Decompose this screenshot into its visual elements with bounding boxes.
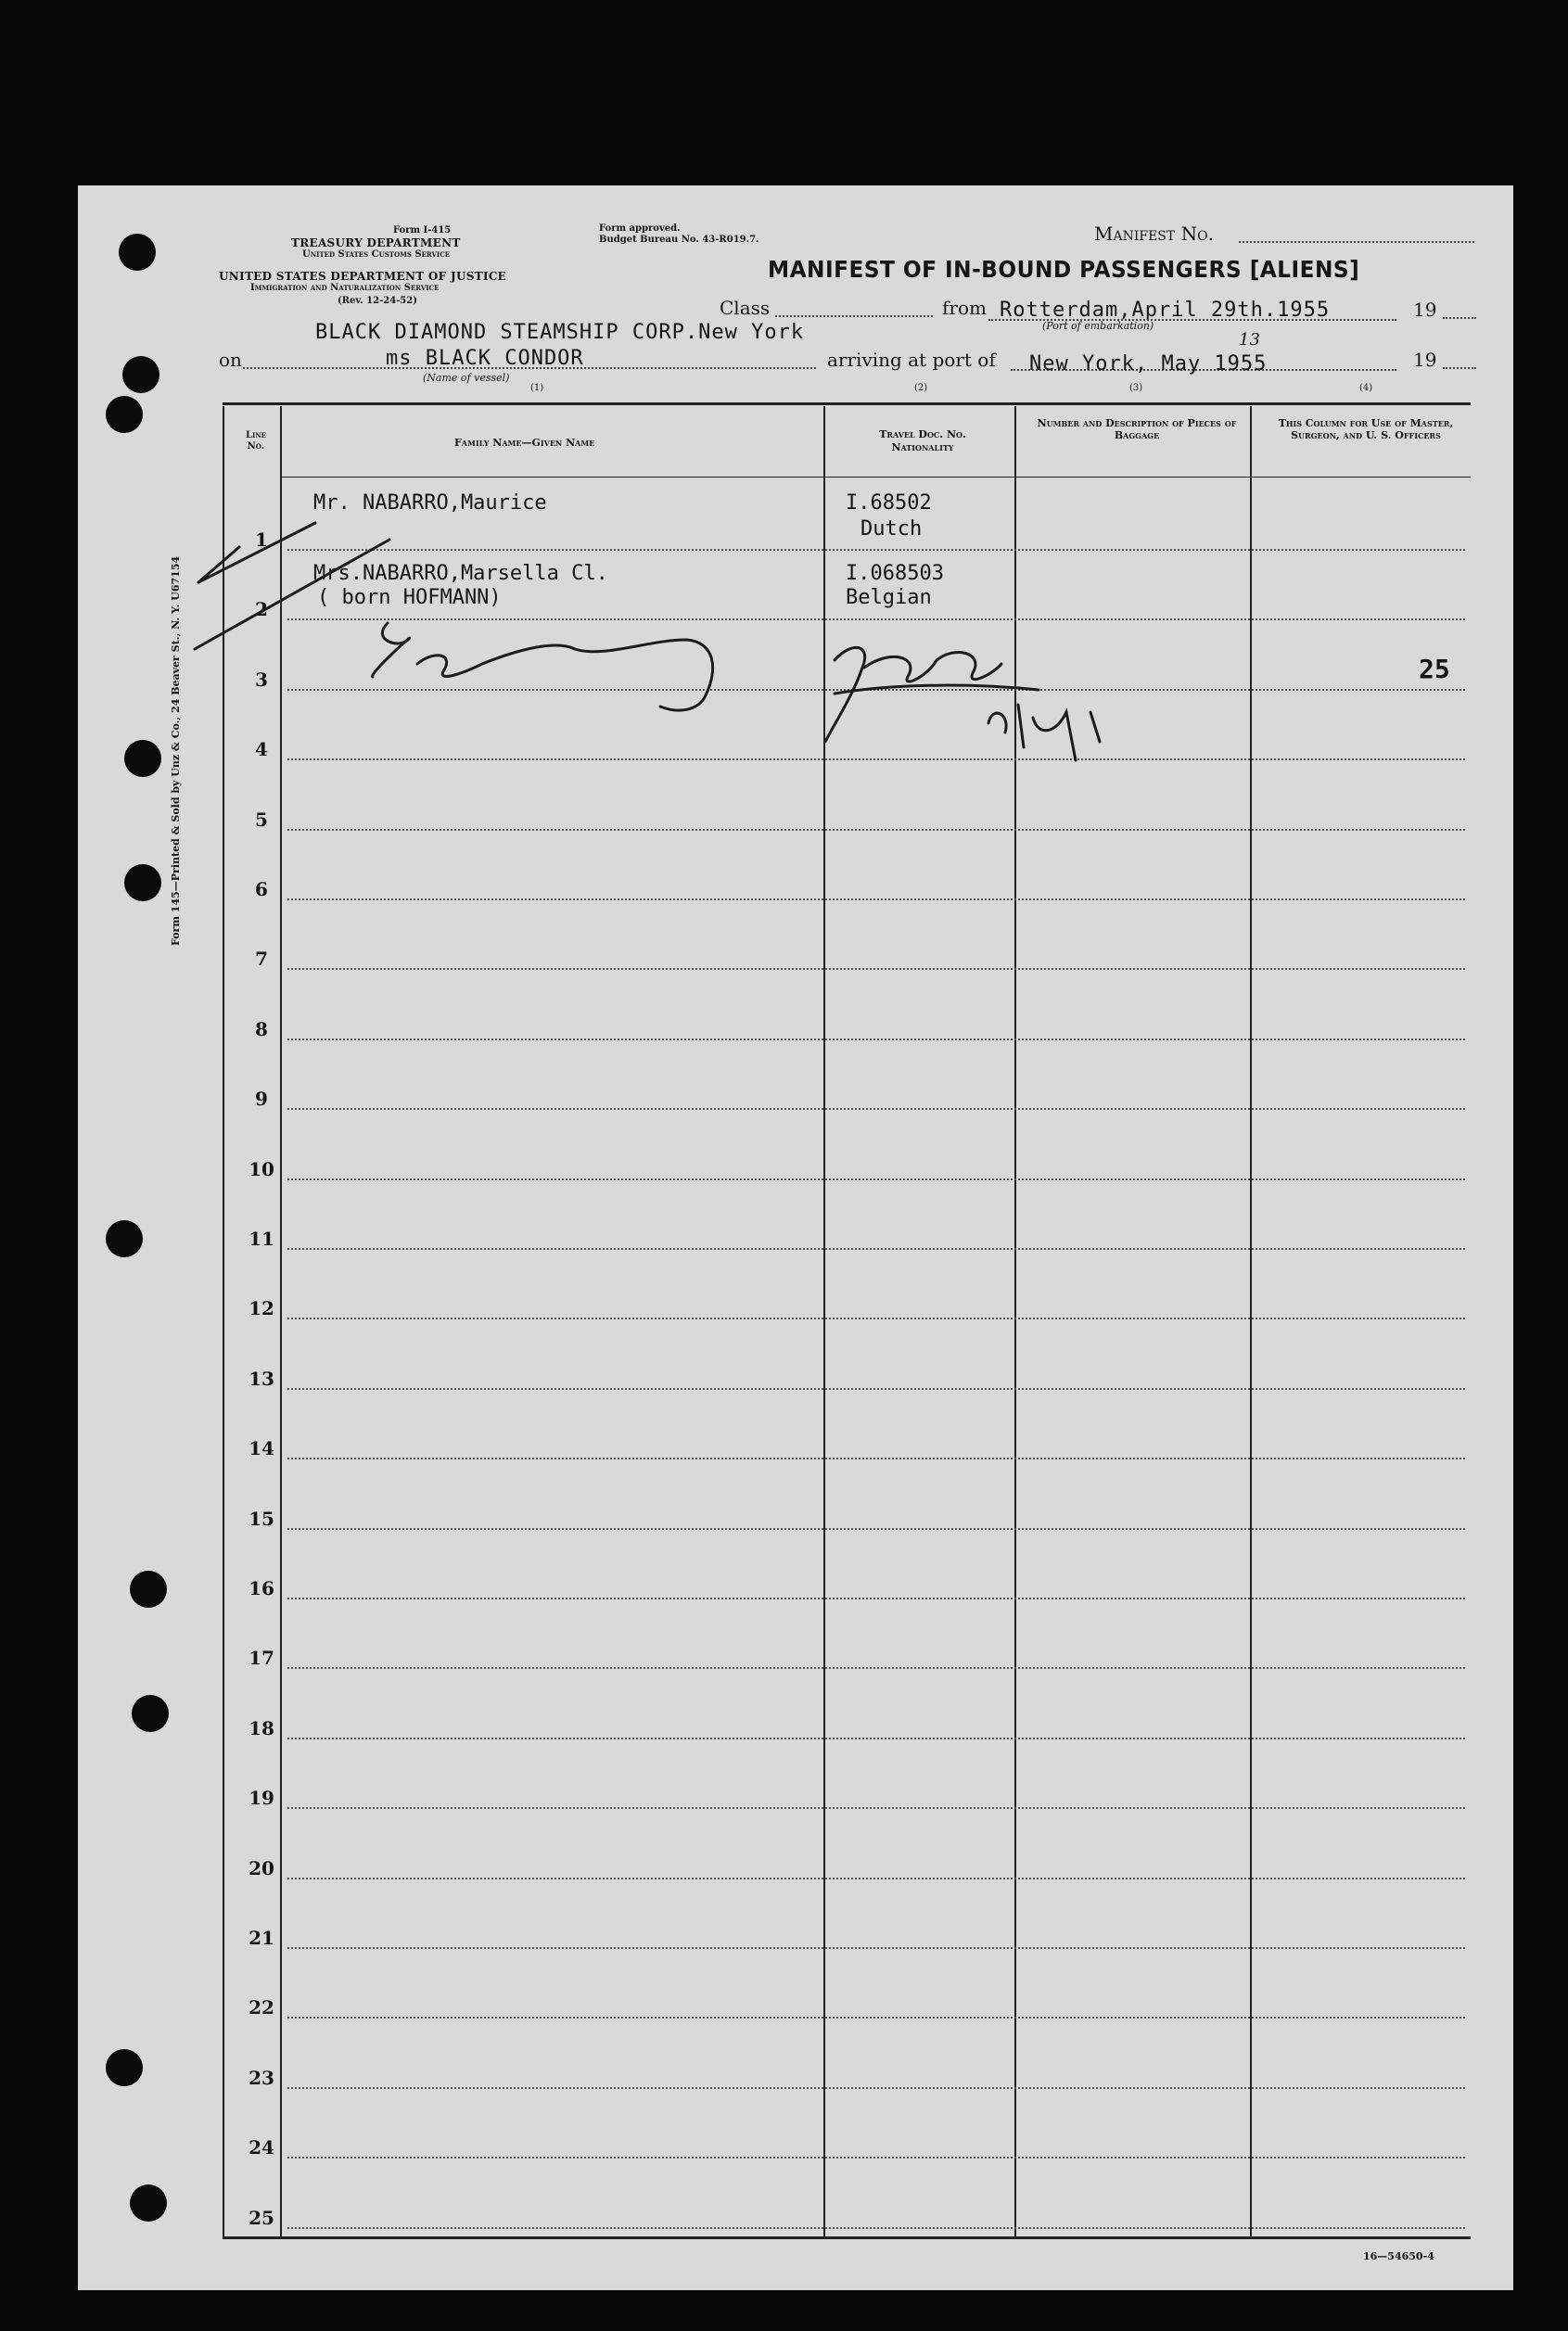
table-left-edge [223, 406, 224, 2238]
year-1: 19 [1413, 299, 1437, 321]
printer-imprint: Form 145—Printed & Sold by Unz & Co., 24 Beaver St., N. Y. U67154 [170, 555, 182, 946]
class-field [775, 315, 933, 317]
line-number: 9 [255, 1088, 268, 1111]
row-dotted-line [287, 1178, 1465, 1180]
year-2: 19 [1413, 349, 1437, 371]
row-dotted-line [287, 1947, 1465, 1949]
line-number: 7 [255, 948, 268, 971]
passenger-2-maiden-name: ( born HOFMANN) [317, 586, 502, 609]
punch-hole-8 [132, 1695, 169, 1732]
port-caption: (Port of embarkation) [1042, 320, 1154, 332]
passenger-1-nationality: Dutch [860, 517, 923, 541]
punch-hole-5 [124, 864, 161, 901]
line-number: 15 [249, 1507, 274, 1530]
line-number: 16 [249, 1577, 274, 1599]
header-baggage: Number and Description of Pieces of Baggage [1037, 417, 1237, 442]
row-dotted-line [287, 1738, 1465, 1739]
budget-bureau: Budget Bureau No. 43-R019.7. [599, 235, 759, 245]
officer-count: 25 [1419, 654, 1450, 684]
row-dotted-line [287, 1528, 1465, 1530]
line-number: 24 [249, 2136, 274, 2159]
line-number: 23 [249, 2066, 274, 2089]
manifest-no-label: Manifest No. [1094, 223, 1214, 245]
dept-justice: UNITED STATES DEPARTMENT OF JUSTICE [219, 270, 507, 283]
row-dotted-line [287, 758, 1465, 760]
punch-hole-9 [106, 2049, 143, 2086]
form-revision: (Rev. 12-24-52) [338, 296, 417, 306]
row-dotted-line [287, 2157, 1465, 2159]
column-number-4: (4) [1359, 383, 1373, 393]
port-of-embarkation: Rotterdam,April 29th.1955 [1000, 299, 1331, 322]
row-dotted-line [287, 829, 1465, 831]
header-bottom-rule [282, 477, 1471, 478]
ins-service: Immigration and Naturalization Service [250, 283, 440, 293]
passenger-2-name: Mrs.NABARRO,Marsella Cl. [313, 562, 608, 585]
table-bottom-rule [223, 2236, 1471, 2239]
row-dotted-line [287, 1248, 1465, 1250]
line-number: 5 [255, 808, 268, 831]
year-1-field [1443, 317, 1476, 319]
row-dotted-line [287, 2087, 1465, 2089]
punch-hole-10 [130, 2185, 167, 2222]
row-dotted-line [287, 1388, 1465, 1390]
header-officers: This Column for Use of Master, Surgeon, and U. S. Officers [1278, 417, 1454, 442]
line-number: 11 [249, 1228, 274, 1250]
class-label: Class [720, 297, 771, 319]
row-dotted-line [287, 1667, 1465, 1669]
row-dotted-line [287, 1458, 1465, 1459]
dept-treasury: TREASURY DEPARTMENT [291, 236, 461, 249]
punch-hole-3 [106, 396, 143, 433]
punch-hole-2 [122, 356, 159, 393]
vessel-name: ms BLACK CONDOR [386, 347, 584, 370]
manifest-form [78, 185, 1513, 2290]
line-number: 6 [255, 878, 268, 900]
line-number: 8 [255, 1017, 268, 1040]
line-number: 13 [249, 1367, 274, 1390]
company-name: BLACK DIAMOND STEAMSHIP CORP.New York [315, 321, 805, 344]
row-dotted-line [287, 2017, 1465, 2019]
row-dotted-line [287, 1038, 1465, 1040]
manifest-title: MANIFEST OF IN-BOUND PASSENGERS [ALIENS] [768, 256, 1360, 283]
row-dotted-line [287, 1807, 1465, 1809]
passenger-2-doc: I.068503 [846, 562, 944, 585]
row-dotted-line [287, 1318, 1465, 1319]
row-dotted-line [287, 968, 1465, 970]
punch-hole-6 [106, 1220, 143, 1257]
passenger-1-doc: I.68502 [846, 491, 932, 515]
line-number: 25 [249, 2206, 274, 2229]
column-divider-line-no [280, 406, 282, 2238]
from-field [988, 319, 1396, 321]
column-number-1: (1) [530, 383, 544, 393]
line-number: 21 [249, 1927, 274, 1949]
line-number: 10 [249, 1157, 274, 1180]
line-number: 17 [249, 1647, 274, 1670]
line-number: 4 [255, 738, 268, 761]
from-label: from [942, 297, 987, 319]
header-line-no: Line No. [245, 430, 267, 452]
line-number: 1 [255, 529, 268, 551]
line-number: 14 [249, 1437, 274, 1460]
header-name: Family Name—Given Name [454, 437, 595, 449]
punch-hole-4 [124, 740, 161, 777]
row-dotted-line [287, 2227, 1465, 2229]
form-number: Form I-415 [393, 225, 452, 236]
line-number: 3 [255, 668, 268, 691]
passenger-1-name: Mr. NABARRO,Maurice [313, 491, 547, 515]
line-number: 12 [249, 1297, 274, 1320]
manifest-no-field [1239, 241, 1474, 243]
row-dotted-line [287, 1108, 1465, 1110]
row-dotted-line [287, 1598, 1465, 1599]
form-approved: Form approved. [599, 223, 681, 234]
line-number: 20 [249, 1856, 274, 1879]
column-divider-baggage [1250, 406, 1252, 2238]
arriving-label: arriving at port of [827, 349, 996, 371]
line-number: 22 [249, 1996, 274, 2019]
passenger-2-nationality: Belgian [846, 586, 932, 609]
column-number-3: (3) [1129, 383, 1143, 393]
arrival-port: New York, May 1955 [1029, 352, 1268, 376]
column-divider-doc [1014, 406, 1016, 2238]
customs-service: United States Customs Service [302, 249, 451, 260]
row-dotted-line [287, 618, 1465, 620]
footer-code: 16—54650-4 [1363, 2250, 1434, 2262]
column-divider-name [823, 406, 825, 2238]
row-dotted-line [287, 689, 1465, 691]
row-dotted-line [287, 1878, 1465, 1879]
header-travel-doc: Travel Doc. No. Nationality [879, 428, 966, 453]
vessel-caption: (Name of vessel) [423, 372, 510, 384]
column-number-2: (2) [914, 383, 928, 393]
row-dotted-line [287, 549, 1465, 551]
line-number: 19 [249, 1787, 274, 1810]
punch-hole-1 [119, 234, 156, 271]
punch-hole-7 [130, 1571, 167, 1608]
on-label: on [219, 349, 242, 371]
line-number: 2 [255, 598, 268, 621]
line-number: 18 [249, 1716, 274, 1739]
year-2-field [1443, 367, 1476, 369]
row-dotted-line [287, 898, 1465, 900]
arrival-day-handwritten: 13 [1239, 330, 1260, 350]
table-top-rule [223, 402, 1471, 405]
